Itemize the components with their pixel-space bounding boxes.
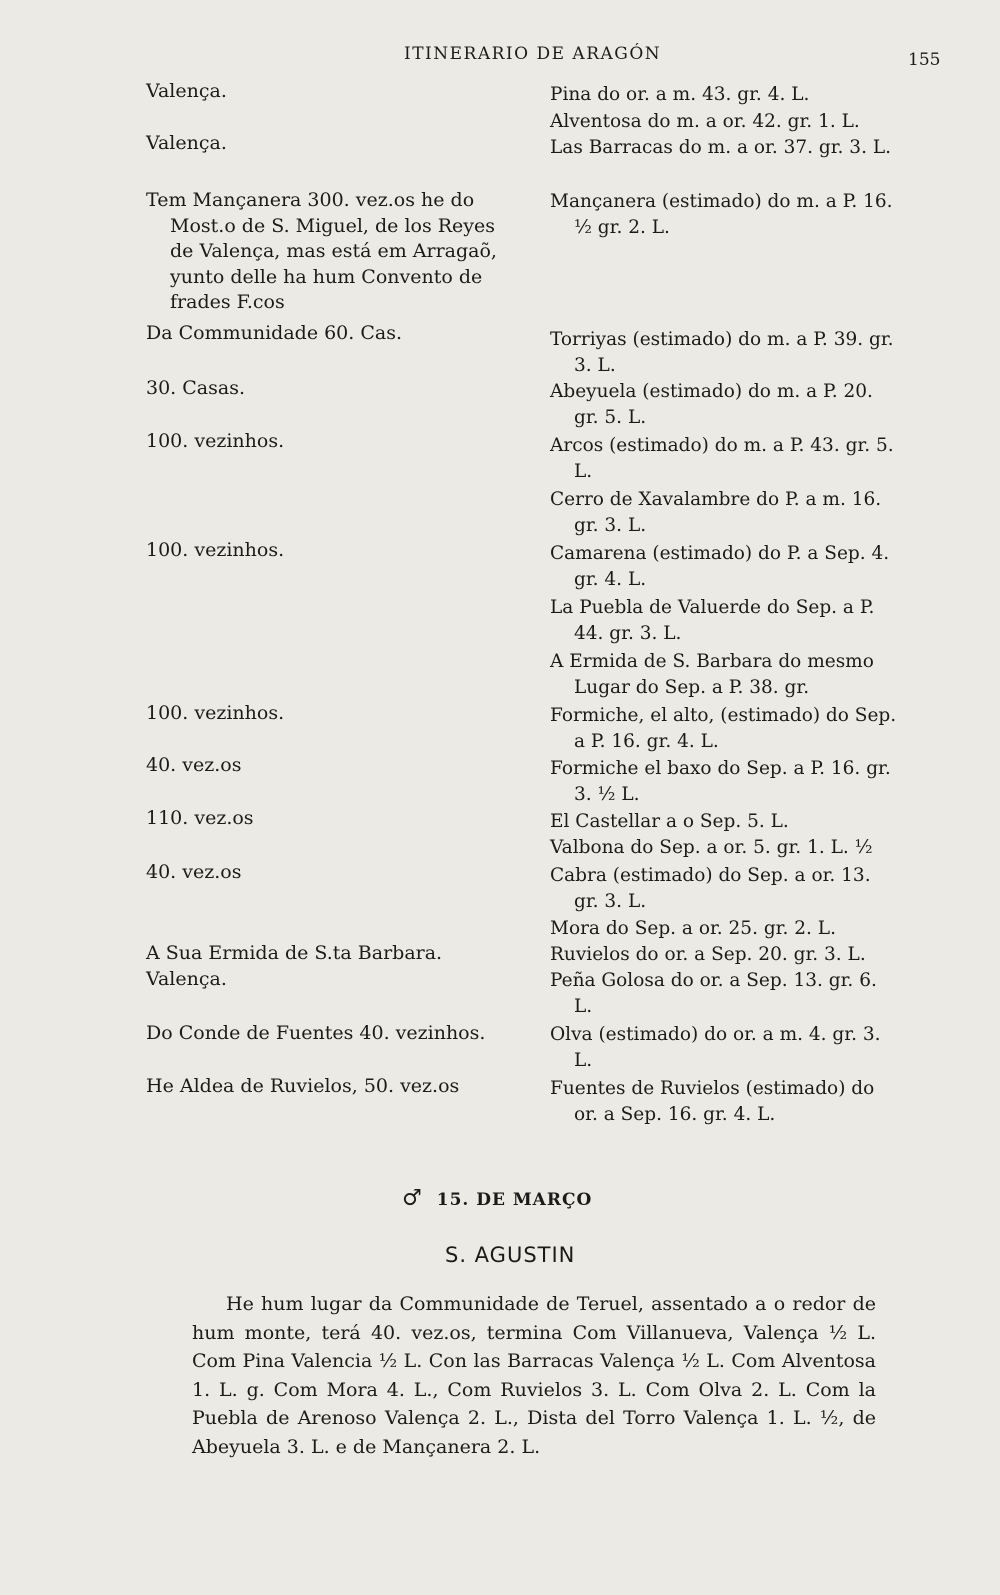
left-entry: A Sua Ermida de S.ta Barbara.	[146, 942, 443, 964]
left-entry: He Aldea de Ruvielos, 50. vez.os	[146, 1075, 460, 1097]
right-entry: Peña Golosa do or. a Sep. 13. gr. 6. L.	[550, 970, 877, 1017]
left-entry: Da Communidade 60. Cas.	[146, 322, 403, 344]
left-entry: 100. vezinhos.	[146, 539, 285, 561]
right-entry: El Castellar a o Sep. 5. L.	[550, 811, 789, 832]
right-entry: Torriyas (estimado) do m. a P. 39. gr. 3. L.	[550, 329, 894, 376]
right-entry: Alventosa do m. a or. 42. gr. 1. L.	[550, 111, 860, 132]
right-entry: A Ermida de S. Barbara do mesmo Lugar do Sep. a P. 38. gr.	[550, 651, 874, 698]
section-heading	[402, 1186, 592, 1211]
page-number: 155	[908, 50, 941, 70]
running-header-title: ITINERARIO DE ARAGÓN	[404, 44, 662, 64]
right-entry: Cabra (estimado) do Sep. a or. 13. gr. 3. L.	[550, 865, 871, 912]
section-heading-text: 15. DE MARÇO	[436, 1190, 593, 1210]
left-entry: 100. vezinhos.	[146, 702, 285, 724]
right-entry: Fuentes de Ruvielos (estimado) do or. a Sep. 16. gr. 4. L.	[550, 1078, 875, 1125]
left-entry: Valença.	[146, 80, 227, 102]
right-entry: Abeyuela (estimado) do m. a P. 20. gr. 5. L.	[550, 381, 873, 428]
left-entry: 40. vez.os	[146, 754, 242, 776]
left-entry: Valença.	[146, 968, 227, 990]
right-entry: Mora do Sep. a or. 25. gr. 2. L.	[550, 918, 836, 939]
right-entry: Pina do or. a m. 43. gr. 4. L.	[550, 84, 810, 105]
body-paragraph: He hum lugar da Communidade de Teruel, assentado a o redor de hum monte, terá 40. vez.os, termina Com Villanueva, Valença ½ L. Com Pina Valencia ½ L. Con las Barracas Valença ½ L. Com Alventosa 1. L. g. Com Mora 4. L., Com Ruvielos 3. L. Com Olva 2. L. Com la Puebla de Arenoso Valença 2. L., Dista del Torro Valença 1. L. ½, de Abeyuela 3. L. e de Mançanera 2. L.	[192, 1293, 876, 1458]
right-entry: Formiche el baxo do Sep. a P. 16. gr. 3. ½ L.	[550, 758, 891, 805]
right-entry: La Puebla de Valuerde do Sep. a P. 44. gr. 3. L.	[550, 597, 875, 644]
right-entry: Arcos (estimado) do m. a P. 43. gr. 5. L.	[550, 435, 894, 482]
left-entry: Valença.	[146, 132, 227, 154]
right-entry: Mançanera (estimado) do m. a P. 16. ½ gr. 2. L.	[550, 191, 893, 238]
right-entry: Valbona do Sep. a or. 5. gr. 1. L. ½	[550, 837, 873, 858]
left-entry: Do Conde de Fuentes 40. vezinhos.	[146, 1022, 486, 1044]
right-entry: Las Barracas do m. a or. 37. gr. 3. L.	[550, 137, 891, 158]
mars-symbol-icon: ♂	[402, 1186, 423, 1211]
section-subheading: S. AGUSTIN	[445, 1243, 576, 1267]
left-entry: 100. vezinhos.	[146, 430, 285, 452]
right-entry: Formiche, el alto, (estimado) do Sep. a P. 16. gr. 4. L.	[550, 705, 897, 752]
left-entry: 40. vez.os	[146, 861, 242, 883]
right-entry: Olva (estimado) do or. a m. 4. gr. 3. L.	[550, 1024, 881, 1071]
left-entry: 30. Casas.	[146, 377, 245, 399]
right-entry: Camarena (estimado) do P. a Sep. 4. gr. 4. L.	[550, 543, 890, 590]
right-entry: Ruvielos do or. a Sep. 20. gr. 3. L.	[550, 944, 866, 965]
left-entry: Tem Mançanera 300. vez.os he do Most.o de S. Miguel, de los Reyes de Valença, mas está em Arragaõ, yunto delle ha hum Convento de frades F.cos	[146, 189, 497, 313]
left-entry: 110. vez.os	[146, 807, 254, 829]
right-entry: Cerro de Xavalambre do P. a m. 16. gr. 3. L.	[550, 489, 882, 536]
